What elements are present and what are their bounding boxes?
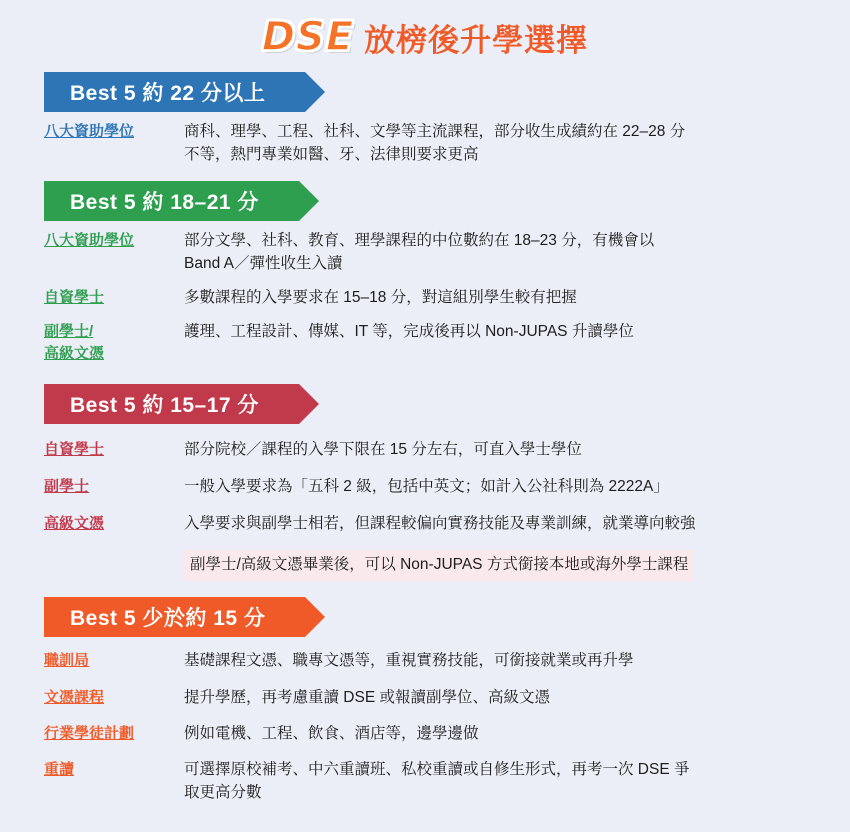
row-label-line: 職訓局: [44, 652, 90, 670]
section-banner-tier-4: Best 5 少於約 15 分: [44, 597, 305, 637]
row-text-line: 護理、工程設計、傳媒、IT 等，完成後再以 Non-JUPAS 升讀學位: [184, 323, 634, 341]
table-row: [44, 320, 820, 364]
section-tier-4: [0, 597, 850, 804]
row-label-line: 副學士: [44, 478, 90, 496]
row-text-line: 基礎課程文憑、職專文憑等，重視實務技能，可銜接就業或再升學: [184, 652, 634, 670]
row-text-line: 一般入學要求為「五科 2 級，包括中英文；如計入公社科則為 2222A」: [184, 478, 669, 496]
table-row: [44, 286, 820, 309]
row-text-line: 商科、理學、工程、社科、文學等主流課程，部分收生成績約在 22–28 分: [184, 123, 686, 140]
row-label-line: 高級文憑: [44, 344, 105, 362]
rows-tier-3: [44, 438, 820, 536]
row-label-line: 行業學徒計劃: [44, 724, 135, 742]
row-text: [184, 512, 820, 535]
row-text-line: Band A／彈性收生入讀: [184, 254, 343, 272]
banner-wrap-tier-1: [44, 72, 850, 112]
banner-wrap-tier-2: [44, 181, 850, 221]
table-row: [44, 120, 820, 167]
row-label: [44, 229, 184, 251]
row-text-line: 例如電機、工程、飲食、酒店等，邊學邊做: [184, 724, 479, 742]
row-label: [44, 649, 184, 671]
row-text: [184, 722, 820, 745]
rows-tier-4: [44, 649, 820, 804]
section-tier-1: [0, 72, 850, 167]
row-text-line: 多數課程的入學要求在 15–18 分，對這組別學生較有把握: [184, 289, 577, 306]
row-label: [44, 286, 184, 308]
row-text: [184, 686, 820, 709]
row-text: [184, 286, 820, 309]
row-text-line: 取更高分數: [184, 784, 262, 802]
table-row: [44, 722, 820, 745]
row-label-line: 八大資助學位: [44, 123, 135, 140]
row-label-line: 重讀: [44, 761, 75, 779]
row-text: [184, 475, 820, 498]
row-label: [44, 686, 184, 708]
row-label-line: 自資學士: [44, 289, 105, 306]
row-text-line: 可選擇原校補考、中六重讀班、私校重讀或自修生形式，再考一次 DSE 爭: [184, 761, 690, 779]
section-banner-tier-1: Best 5 約 22 分以上: [44, 72, 305, 112]
row-text-line: 提升學歷，再考慮重讀 DSE 或報讀副學位、高級文憑: [184, 688, 550, 706]
row-label: [44, 722, 184, 744]
title-rest: 放榜後升學選擇: [364, 22, 589, 58]
row-label: [44, 438, 184, 460]
section-banner-tier-3: Best 5 約 15–17 分: [44, 384, 299, 424]
table-row: [44, 512, 820, 535]
row-label-line: 八大資助學位: [44, 231, 135, 249]
row-text: [184, 649, 820, 672]
row-label-line: 副學士/: [44, 323, 94, 341]
row-text: [184, 438, 820, 461]
page-title: [0, 0, 850, 66]
row-text-line: 不等，熱門專業如醫、牙、法律則要求更高: [184, 146, 479, 164]
section-tier-3: [0, 384, 850, 582]
row-text-line: 部分院校／課程的入學下限在 15 分左右，可直入學士學位: [184, 440, 582, 458]
row-text: [184, 229, 820, 276]
row-text: [184, 320, 820, 343]
row-text: [184, 758, 820, 805]
section-tier-2: [0, 181, 850, 364]
row-label: [44, 758, 184, 780]
row-label-line: 自資學士: [44, 440, 105, 458]
row-label: [44, 320, 184, 364]
row-label: [44, 120, 184, 142]
table-row: [44, 649, 820, 672]
row-label-line: 高級文憑: [44, 515, 105, 533]
banner-wrap-tier-4: [44, 597, 850, 637]
row-label-line: 文憑課程: [44, 688, 105, 706]
table-row: [44, 475, 820, 498]
section-banner-tier-2: Best 5 約 18–21 分: [44, 181, 299, 221]
table-row: [44, 438, 820, 461]
row-text: [184, 120, 820, 167]
row-label: [44, 475, 184, 497]
row-text-line: 入學要求與副學士相若，但課程較偏向實務技能及專業訓練，就業導向較強: [184, 515, 696, 533]
row-text-line: 部分文學、社科、教育、理學課程的中位數約在 18–23 分，有機會以: [184, 231, 655, 249]
rows-tier-1: [44, 120, 820, 167]
rows-tier-2: [44, 229, 820, 364]
table-row: [44, 229, 820, 276]
row-label: [44, 512, 184, 534]
banner-wrap-tier-3: [44, 384, 850, 424]
title-highlight: DSE: [261, 14, 355, 60]
table-row: [44, 686, 820, 709]
section-note-tier-3: 副學士/高級文憑畢業後，可以 Non-JUPAS 方式銜接本地或海外學士課程: [184, 550, 694, 582]
table-row: [44, 758, 820, 805]
